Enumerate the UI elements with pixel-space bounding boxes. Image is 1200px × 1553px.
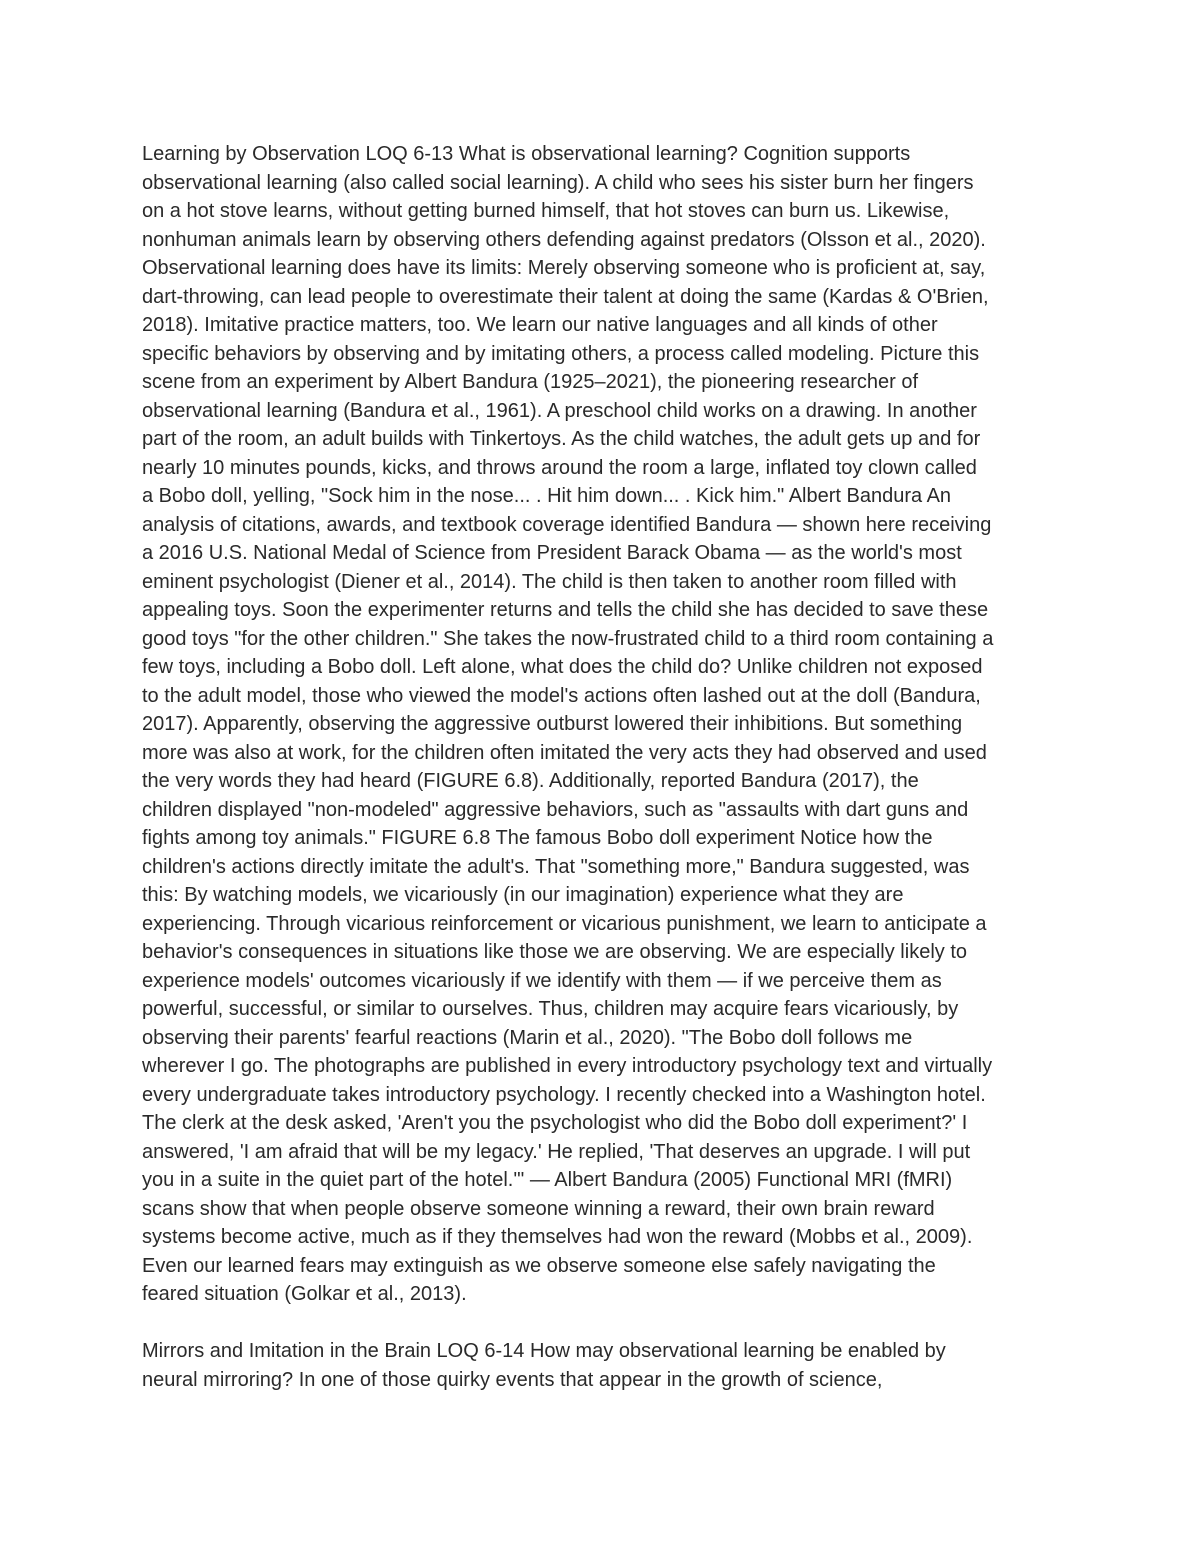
text-line: children's actions directly imitate the adult's. That "something more," Bandura suggested, was <box>142 855 970 878</box>
document-body <box>142 140 1072 1394</box>
text-line: observational learning (Bandura et al., 1961). A preschool child works on a drawing. In another <box>142 399 977 422</box>
text-line: The clerk at the desk asked, 'Aren't you the psychologist who did the Bobo doll experiment?' I <box>142 1112 968 1134</box>
text-line: experience models' outcomes vicariously if we identify with them — if we perceive them as <box>142 969 942 992</box>
text-line: Learning by Observation LOQ 6-13 What is observational learning? Cognition supports <box>142 143 911 165</box>
text-line: behavior's consequences in situations like those we are observing. We are especially likely to <box>142 941 967 963</box>
text-line: powerful, successful, or similar to ourselves. Thus, children may acquire fears vicariously, by <box>142 998 959 1020</box>
text-line: 2017). Apparently, observing the aggressive outburst lowered their inhibitions. But something <box>142 713 963 735</box>
text-line: dart-throwing, can lead people to overestimate their talent at doing the same (Kardas & O'Brien, <box>142 285 989 308</box>
text-line: Mirrors and Imitation in the Brain LOQ 6-14 How may observational learning be enabled by <box>142 1340 946 1362</box>
text-line: on a hot stove learns, without getting burned himself, that hot stoves can burn us. Likewise, <box>142 200 950 222</box>
text-line: children displayed "non-modeled" aggressive behaviors, such as "assaults with dart guns and <box>142 798 969 821</box>
text-line: the very words they had heard (FIGURE 6.8). Additionally, reported Bandura (2017), the <box>142 770 919 792</box>
text-line: to the adult model, those who viewed the model's actions often lashed out at the doll (Bandura, <box>142 684 981 707</box>
text-line: nonhuman animals learn by observing others defending against predators (Olsson et al., 2020). <box>142 228 986 251</box>
text-line: Observational learning does have its limits: Merely observing someone who is proficient at, say, <box>142 257 986 279</box>
text-line: a 2016 U.S. National Medal of Science from President Barack Obama — as the world's most <box>142 542 962 564</box>
text-line: systems become active, much as if they themselves had won the reward (Mobbs et al., 2009). <box>142 1226 973 1248</box>
text-line: neural mirroring? In one of those quirky events that appear in the growth of science, <box>142 1368 883 1391</box>
text-line: few toys, including a Bobo doll. Left alone, what does the child do? Unlike children not exposed <box>142 656 983 678</box>
text-line: 2018). Imitative practice matters, too. We learn our native languages and all kinds of other <box>142 314 938 336</box>
paragraph-mirrors-and-imitation <box>142 1337 1072 1394</box>
paragraph-observational-learning <box>142 140 1072 1309</box>
text-line: experiencing. Through vicarious reinforcement or vicarious punishment, we learn to anticipate a <box>142 912 987 935</box>
text-line: this: By watching models, we vicariously (in our imagination) experience what they are <box>142 884 904 906</box>
text-line: you in a suite in the quiet part of the hotel.'" — Albert Bandura (2005) Functional MRI (fMRI) <box>142 1169 953 1191</box>
text-line: scans show that when people observe someone winning a reward, their own brain reward <box>142 1197 935 1220</box>
text-line: specific behaviors by observing and by imitating others, a process called modeling. Picture this <box>142 342 980 365</box>
text-line: eminent psychologist (Diener et al., 2014). The child is then taken to another room filled with <box>142 570 957 593</box>
text-line: observational learning (also called social learning). A child who sees his sister burn her fingers <box>142 171 974 194</box>
text-line: analysis of citations, awards, and textbook coverage identified Bandura — shown here receiving <box>142 513 992 536</box>
text-line: more was also at work, for the children often imitated the very acts they had observed and used <box>142 741 987 764</box>
text-line: observing their parents' fearful reactions (Marin et al., 2020). "The Bobo doll follows me <box>142 1026 913 1049</box>
text-line: part of the room, an adult builds with Tinkertoys. As the child watches, the adult gets up and for <box>142 428 981 450</box>
text-line: every undergraduate takes introductory psychology. I recently checked into a Washington hotel. <box>142 1083 986 1106</box>
text-line: fights among toy animals." FIGURE 6.8 The famous Bobo doll experiment Notice how the <box>142 827 933 849</box>
text-line: Even our learned fears may extinguish as we observe someone else safely navigating the <box>142 1254 936 1277</box>
text-line: scene from an experiment by Albert Bandura (1925–2021), the pioneering researcher of <box>142 371 919 393</box>
text-line: appealing toys. Soon the experimenter returns and tells the child she has decided to save these <box>142 599 989 621</box>
text-line: feared situation (Golkar et al., 2013). <box>142 1283 467 1305</box>
text-line: wherever I go. The photographs are published in every introductory psychology text and virtually <box>142 1055 993 1077</box>
text-line: a Bobo doll, yelling, "Sock him in the nose... . Hit him down... . Kick him." Albert Bandura An <box>142 485 952 507</box>
text-line: nearly 10 minutes pounds, kicks, and throws around the room a large, inflated toy clown called <box>142 456 977 479</box>
text-line: answered, 'I am afraid that will be my legacy.' He replied, 'That deserves an upgrade. I will put <box>142 1140 971 1163</box>
text-line: good toys "for the other children." She takes the now-frustrated child to a third room containing a <box>142 627 994 650</box>
